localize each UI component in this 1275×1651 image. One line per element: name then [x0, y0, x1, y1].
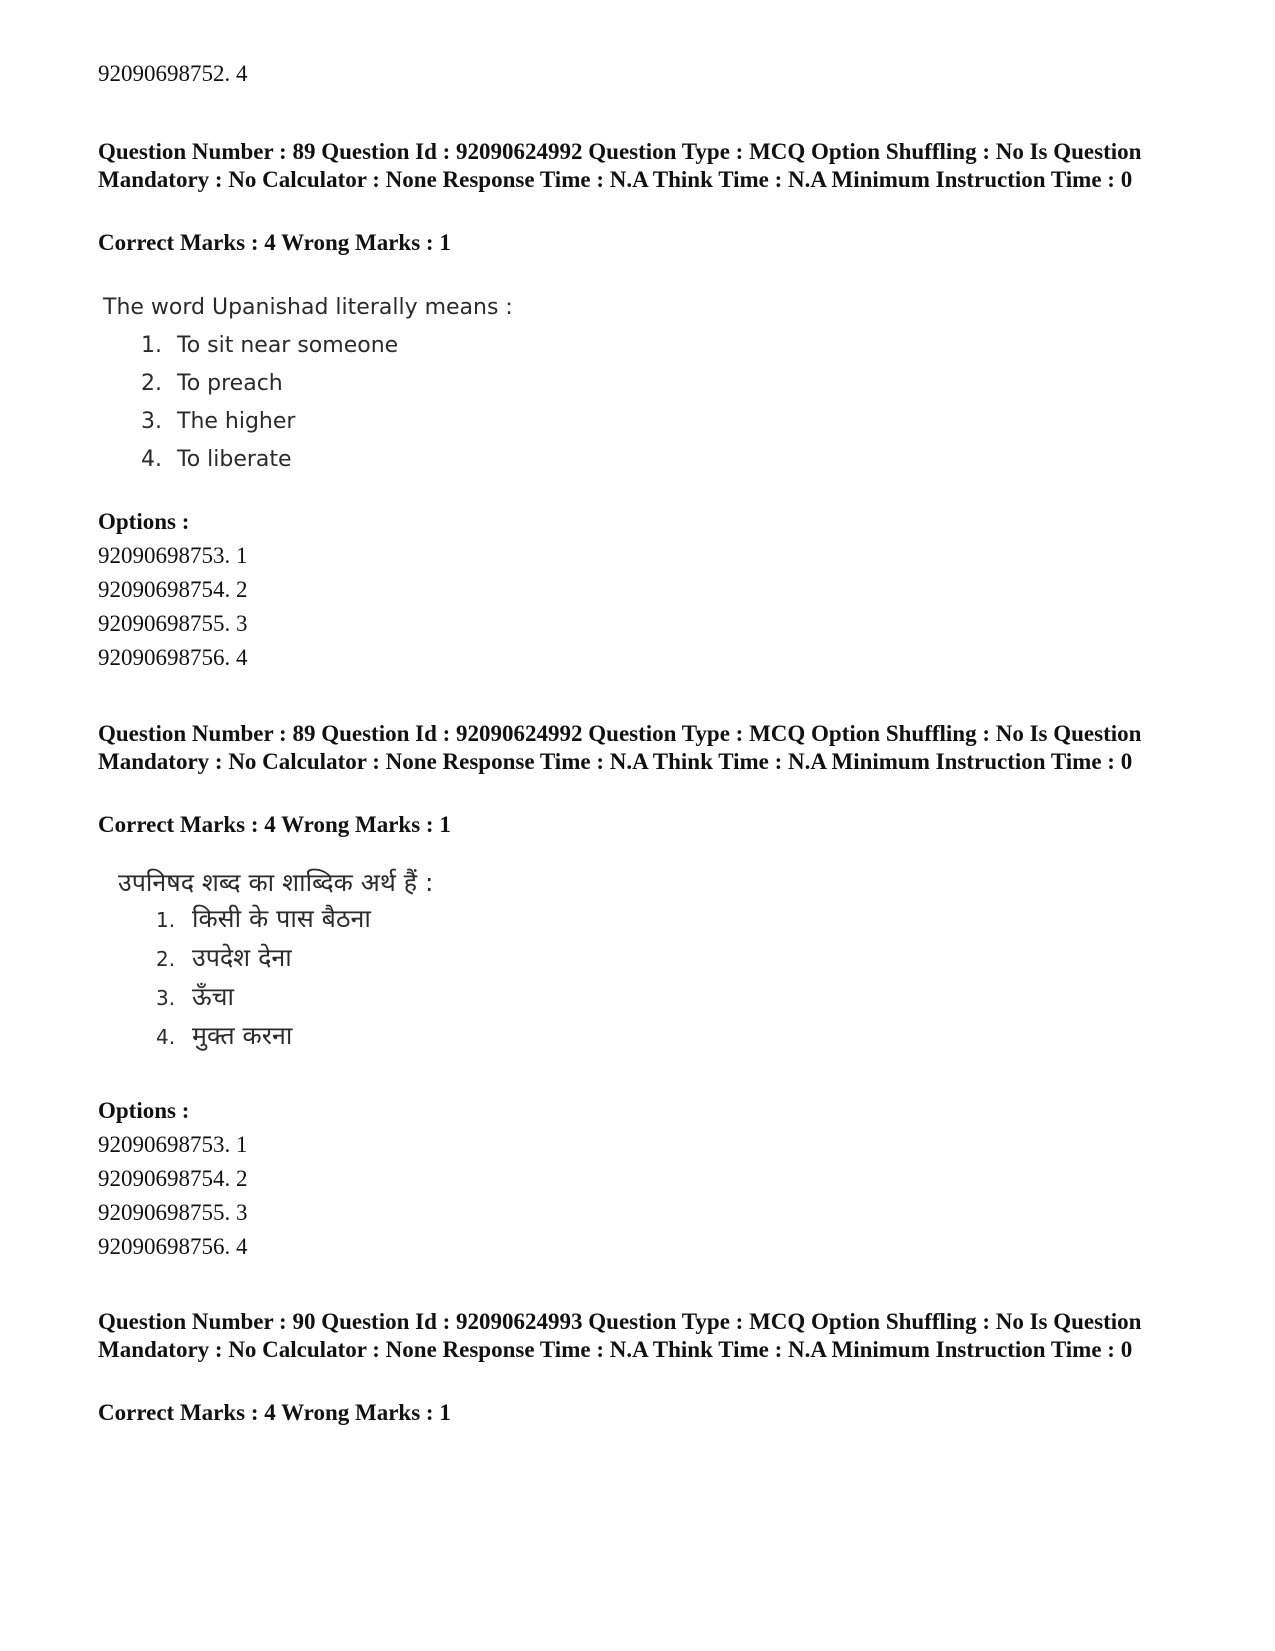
- question-option: [156, 939, 433, 978]
- question-option: [141, 327, 513, 365]
- option-line: 92090698755. 3: [98, 1200, 248, 1225]
- question-option-number: 4.: [141, 447, 162, 472]
- question-option-number: 3.: [141, 409, 162, 434]
- question-image-hindi: [118, 868, 433, 1056]
- question-option-text: उपदेश देना: [192, 943, 292, 972]
- question-option-number: 4.: [156, 1025, 176, 1049]
- option-line: 92090698753. 1: [98, 543, 248, 568]
- question-option-number: 1.: [141, 333, 162, 358]
- option-line: 92090698755. 3: [98, 611, 248, 636]
- option-line: 92090698753. 1: [98, 1132, 248, 1157]
- option-line: 92090698756. 4: [98, 1234, 248, 1259]
- question-option-text: To liberate: [177, 447, 292, 472]
- question-option-number: 1.: [156, 908, 176, 932]
- question-header: Question Number : 89 Question Id : 92090624992 Question Type : MCQ Option Shuffling : No Is Question Mandatory : No Calculator : None Response Time : N.A Think Time : N.A Minimum Instruction Time : 0: [98, 139, 1142, 192]
- question-option-text: किसी के पास बैठना: [192, 904, 371, 933]
- question-header: Question Number : 89 Question Id : 92090624992 Question Type : MCQ Option Shuffling : No Is Question Mandatory : No Calculator : None Response Time : N.A Think Time : N.A Minimum Instruction Time : 0: [98, 721, 1142, 774]
- question-option-text: To preach: [177, 371, 283, 396]
- question-option-number: 3.: [156, 986, 176, 1010]
- options-label: Options :: [98, 509, 190, 534]
- question-text: The word Upanishad literally means :: [103, 295, 513, 320]
- question-option: [156, 1017, 433, 1056]
- question-option: [141, 441, 513, 479]
- options-label: Options :: [98, 1098, 190, 1123]
- option-line: 92090698754. 2: [98, 1166, 248, 1191]
- option-line: 92090698756. 4: [98, 645, 248, 670]
- question-option: [156, 978, 433, 1017]
- marks-line: Correct Marks : 4 Wrong Marks : 1: [98, 230, 451, 255]
- question-text: उपनिषद शब्द का शाब्दिक अर्थ हैं :: [118, 868, 434, 897]
- question-option-text: मुक्त करना: [192, 1021, 293, 1050]
- question-option-text: To sit near someone: [177, 333, 399, 358]
- question-option-text: ऊँचा: [192, 982, 234, 1011]
- marks-line: Correct Marks : 4 Wrong Marks : 1: [98, 1400, 451, 1425]
- question-header: Question Number : 90 Question Id : 92090624993 Question Type : MCQ Option Shuffling : No Is Question Mandatory : No Calculator : None Response Time : N.A Think Time : N.A Minimum Instruction Time : 0: [98, 1309, 1142, 1362]
- question-option: [141, 403, 513, 441]
- marks-line: Correct Marks : 4 Wrong Marks : 1: [98, 812, 451, 837]
- option-line: 92090698754. 2: [98, 577, 248, 602]
- question-option-number: 2.: [156, 947, 176, 971]
- previous-option-line: 92090698752. 4: [98, 61, 248, 86]
- question-option-number: 2.: [141, 371, 162, 396]
- question-option: [156, 900, 433, 939]
- question-option-text: The higher: [177, 409, 296, 434]
- question-option: [141, 365, 513, 403]
- question-image-english: [103, 293, 513, 479]
